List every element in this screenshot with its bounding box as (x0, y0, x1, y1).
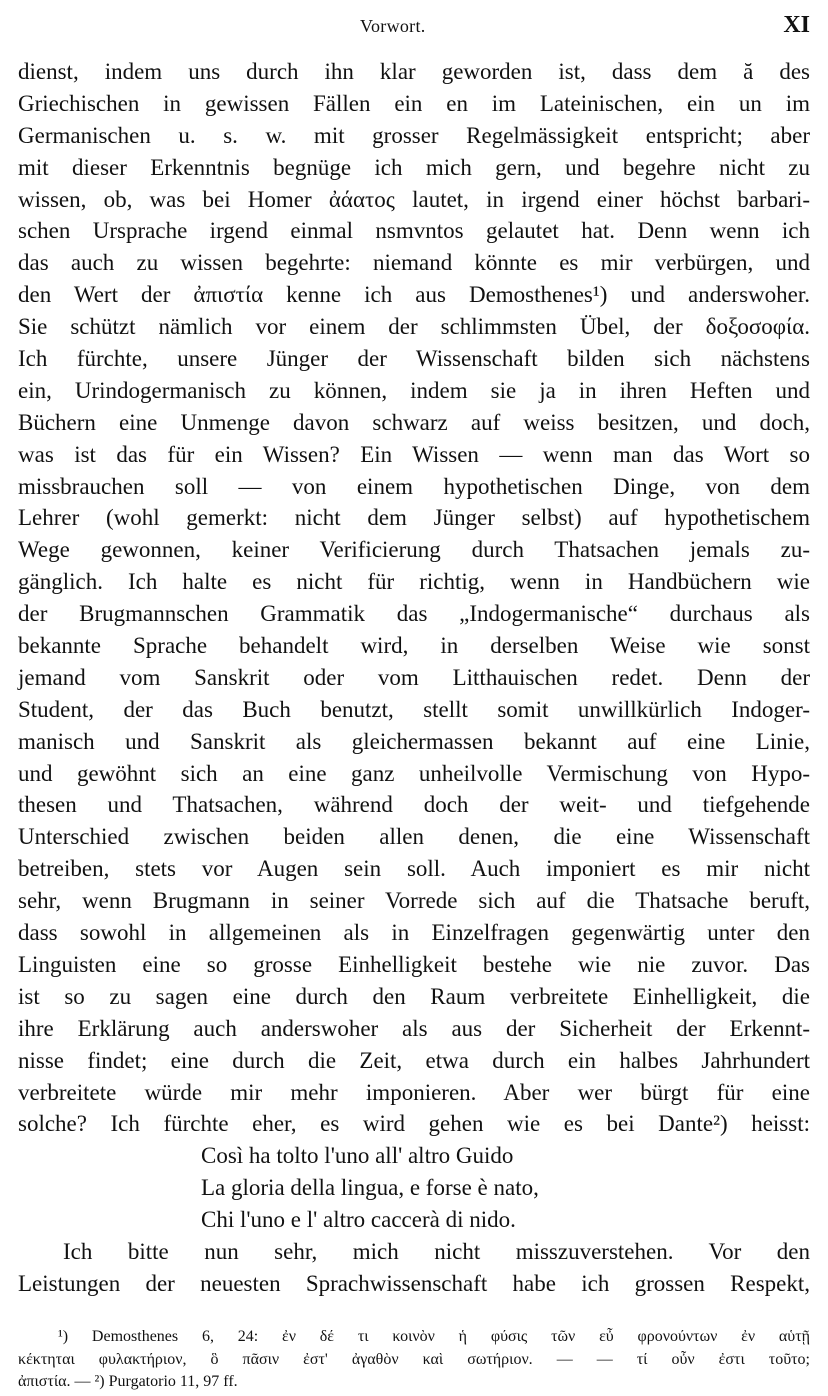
text-line: was ist das für ein Wissen? Ein Wissen — wenn man das Wort so (18, 441, 810, 467)
footnotes (18, 1326, 810, 1394)
text-line: jemand vom Sanskrit oder vom Litthauischen redet. Denn der (18, 664, 810, 690)
text-line: der Brugmannschen Grammatik das „Indogermanische“ durchaus als (18, 601, 810, 627)
text-line: manisch und Sanskrit als gleichermassen bekannt auf eine Linie, (18, 728, 810, 754)
text-line: bekannte Sprache behandelt wird, in derselben Weise wie sonst (18, 633, 810, 659)
footnote-line: ἀπιστία. — ²) Purgatorio 11, 97 ff. (18, 1373, 238, 1391)
text-line: das auch zu wissen begehrte: niemand könnte es mir verbürgen, und (18, 250, 810, 276)
text-line: Leistungen der neuesten Sprachwissenschaft habe ich grossen Respekt, (18, 1270, 810, 1296)
page-header (0, 10, 828, 50)
text-line: dass sowohl in allgemeinen als in Einzelfragen gegenwärtig unter den (18, 920, 810, 946)
text-line: verbreitete würde mir mehr imponieren. Aber wer bürgt für eine (18, 1079, 810, 1105)
text-line: Unterschied zwischen beiden allen denen, die eine Wissenschaft (18, 824, 810, 850)
verse-quotation (18, 1140, 810, 1236)
text-line: nisse findet; eine durch die Zeit, etwa durch ein halbes Jahrhundert (18, 1047, 810, 1073)
text-line: Linguisten eine so grosse Einhelligkeit bestehe wie nie zuvor. Das (18, 951, 810, 977)
verse-line: Così ha tolto l'uno all' altro Guido (201, 1143, 514, 1169)
text-line: Sie schützt nämlich vor einem der schlimmsten Übel, der δοξοσοφία. (18, 314, 810, 340)
text-line: Germanischen u. s. w. mit grosser Regelmässigkeit entspricht; aber (18, 122, 810, 148)
text-line: missbrauchen soll — von einem hypothetischen Dinge, von dem (18, 473, 810, 499)
text-line: thesen und Thatsachen, während doch der weit- und tiefgehende (18, 792, 810, 818)
main-text (18, 56, 810, 1300)
text-line: Wege gewonnen, keiner Verificierung durch Thatsachen jemals zu- (18, 537, 810, 563)
text-line: sehr, wenn Brugmann in seiner Vorrede sich auf die Thatsache beruft, (18, 888, 810, 914)
text-line: und gewöhnt sich an eine ganz unheilvolle Vermischung von Hypo- (18, 760, 810, 786)
text-line: dienst, indem uns durch ihn klar geworden ist, dass dem ă des (18, 59, 810, 84)
text-line: ihre Erklärung auch anderswoher als aus der Sicherheit der Erkennt- (18, 1015, 810, 1041)
text-line: schen Ursprache irgend einmal nsmvntos gelautet hat. Denn wenn ich (18, 218, 810, 244)
text-line: Ich fürchte, unsere Jünger der Wissenschaft bilden sich nächstens (18, 346, 810, 372)
text-line: betreiben, stets vor Augen sein soll. Auch imponiert es mir nicht (18, 856, 810, 882)
text-line: ein, Urindogermanisch zu können, indem sie ja in ihren Heften und (18, 377, 810, 403)
footnote-line: ¹) Demosthenes 6, 24: ἐν δέ τι κοινὸν ἡ φύσις τῶν εὖ φρονούντων ἐν αὑτῇ (58, 1328, 810, 1345)
text-line: Ich bitte nun sehr, mich nicht misszuverstehen. Vor den (63, 1238, 810, 1264)
page-number: XI (783, 12, 810, 38)
text-line: Lehrer (wohl gemerkt: nicht dem Jünger selbst) auf hypothetischem (18, 505, 810, 531)
text-line: solche? Ich fürchte eher, es wird gehen wie es bei Dante²) heisst: (18, 1111, 810, 1137)
text-line: Büchern eine Unmenge davon schwarz auf weiss besitzen, und doch, (18, 409, 810, 435)
text-line: mit dieser Erkenntnis begnüge ich mich gern, und begehre nicht zu (18, 154, 810, 180)
text-line: Griechischen in gewissen Fällen ein en im Lateinischen, ein un im (18, 90, 810, 116)
verse-line: La gloria della lingua, e forse è nato, (201, 1175, 539, 1201)
running-title: Vorwort. (360, 16, 426, 36)
text-line: den Wert der ἀπιστία kenne ich aus Demosthenes¹) und anderswoher. (18, 282, 810, 308)
text-line: ist so zu sagen eine durch den Raum verbreitete Einhelligkeit, die (18, 983, 810, 1009)
text-line: gänglich. Ich halte es nicht für richtig, wenn in Handbüchern wie (18, 569, 810, 595)
verse-line: Chi l'uno e l' altro caccerà di nido. (201, 1207, 516, 1233)
footnote-line: κέκτηται φυλακτήριον, ὃ πᾶσιν ἐστ' ἀγαθὸν καὶ σωτήριον. — — τί οὖν ἐστι τοῦτο; (18, 1350, 810, 1368)
text-line: wissen, ob, was bei Homer ἀάατος lautet, in irgend einer höchst barbari- (18, 186, 810, 212)
text-line: Student, der das Buch benutzt, stellt somit unwillkürlich Indoger- (18, 696, 810, 722)
